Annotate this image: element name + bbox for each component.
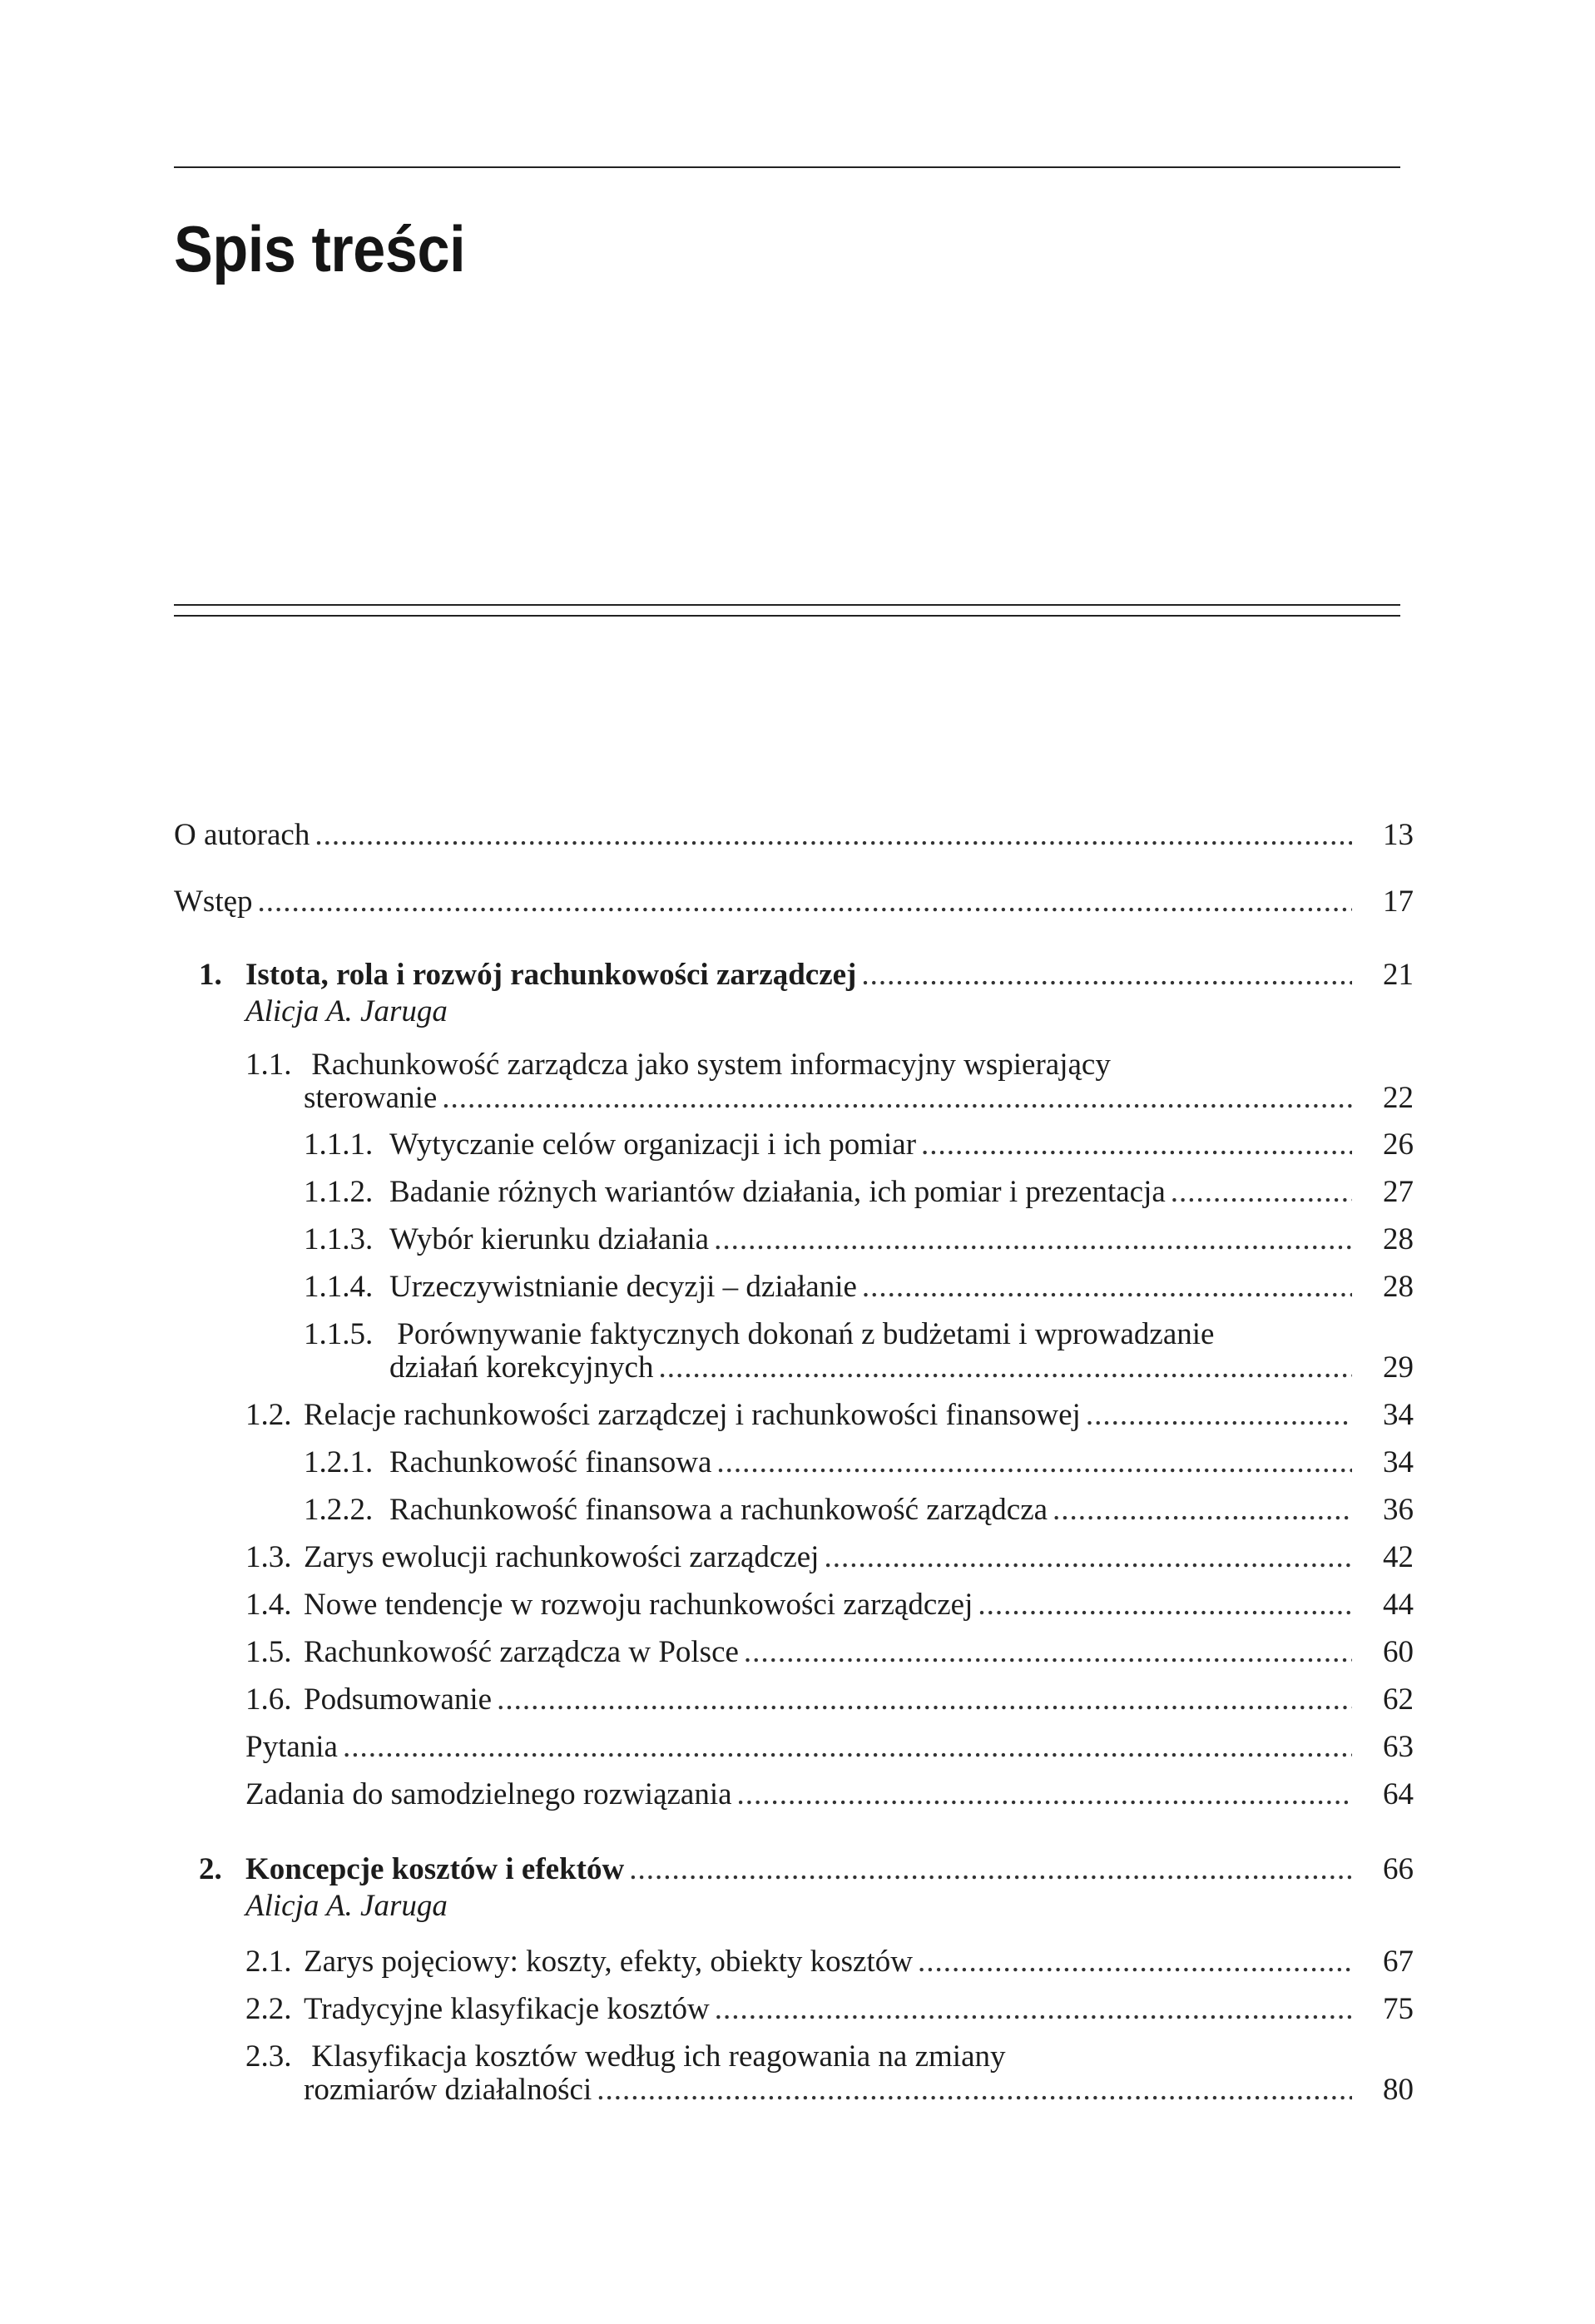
toc-label: sterowanie [304,1081,438,1115]
toc-page-number: 44 [1383,1588,1414,1622]
toc-page-number: 28 [1383,1222,1414,1256]
toc-number: 1. [199,958,222,992]
toc-page-number: 27 [1383,1175,1414,1209]
toc-label: Zarys ewolucji rachunkowości zarządczej [304,1540,820,1574]
page-title: Spis treści [174,212,466,285]
toc-number: 1.4. [245,1588,292,1622]
toc-number: 1.1.5. [304,1317,374,1351]
leader-dots [978,1585,1352,1625]
leader-dots [1053,1490,1352,1530]
toc-page-number: 29 [1383,1350,1414,1385]
toc-entry-1-1-5[interactable] [389,1348,1414,1388]
toc-entry-zadania[interactable] [245,1775,1414,1815]
toc-number: 1.6. [245,1682,292,1717]
toc-label: Zarys pojęciowy: koszty, efekty, obiekty kosztów [304,1945,913,1979]
leader-dots [442,1078,1352,1118]
leader-dots [497,1680,1352,1720]
leader-dots [1086,1395,1352,1435]
toc-label: O autorach [174,818,310,852]
leader-dots [824,1538,1352,1578]
toc-number: 1.2.1. [304,1445,374,1479]
toc-label: Koncepcje kosztów i efektów [245,1852,625,1886]
toc-label: Podsumowanie [304,1682,493,1717]
leader-dots [658,1348,1352,1388]
toc-page-number: 22 [1383,1081,1414,1115]
toc-entry-1-1-3[interactable] [304,1220,1414,1260]
double-rule-upper [174,604,1400,606]
toc-page-number: 42 [1383,1540,1414,1574]
leader-dots [258,882,1352,922]
toc-label: działań korekcyjnych [389,1350,654,1385]
toc-entry-1-4[interactable] [245,1585,1414,1625]
toc-page-number: 36 [1383,1493,1414,1527]
toc-label: Tradycyjne klasyfikacje kosztów [304,1992,710,2026]
toc-page-number: 60 [1383,1635,1414,1669]
toc-label: Rachunkowość zarządcza w Polsce [304,1635,739,1669]
toc-label: Wstęp [174,885,253,919]
toc-label: Nowe tendencje w rozwoju rachunkowości zarządczej [304,1588,973,1622]
toc-label-line1: Rachunkowość zarządcza jako system informacyjny wspierający [311,1048,1111,1082]
chapter-1-author: Alicja A. Jaruga [245,994,448,1028]
leader-dots [737,1775,1352,1815]
toc-label: Istota, rola i rozwój rachunkowości zarządczej [245,958,857,992]
toc-entry-1-3[interactable] [245,1538,1414,1578]
toc-label: Rachunkowość finansowa [389,1445,712,1479]
chapter-2-author: Alicja A. Jaruga [245,1889,448,1923]
toc-page-number: 26 [1383,1127,1414,1162]
toc-entry-2-2[interactable] [245,1990,1414,2029]
toc-page-number: 17 [1383,885,1414,919]
toc-entry-1-1-4[interactable] [304,1267,1414,1307]
toc-page-number: 34 [1383,1445,1414,1479]
toc-number: 1.1.1. [304,1127,374,1162]
leader-dots [921,1125,1352,1165]
toc-page-number: 75 [1383,1992,1414,2026]
toc-entry-1-1-1[interactable] [304,1125,1414,1165]
leader-dots [343,1727,1352,1767]
toc-page-number: 80 [1383,2073,1414,2107]
toc-page-number: 67 [1383,1945,1414,1979]
toc-label: rozmiarów działalności [304,2073,592,2107]
toc-entry-1-5[interactable] [245,1633,1414,1672]
toc-page-number: 66 [1383,1852,1414,1886]
toc-entry-pytania[interactable] [245,1727,1414,1767]
leader-dots [918,1942,1352,1982]
toc-page-number: 13 [1383,818,1414,852]
toc-number: 1.1.2. [304,1175,374,1209]
double-rule-lower [174,615,1400,617]
toc-entry-chapter-1[interactable] [199,955,1414,995]
leader-dots [744,1633,1352,1672]
toc-label: Relacje rachunkowości zarządczej i rachunkowości finansowej [304,1398,1081,1432]
leader-dots [629,1850,1352,1890]
leader-dots [716,1443,1352,1483]
leader-dots [861,955,1352,995]
toc-page-number: 63 [1383,1730,1414,1764]
toc-label-line1: Klasyfikacja kosztów według ich reagowania na zmiany [311,2039,1006,2074]
toc-entry-o-autorach[interactable] [174,815,1414,855]
leader-dots [715,1990,1352,2029]
toc-number: 1.2. [245,1398,292,1432]
toc-number: 1.1.4. [304,1270,374,1304]
toc-entry-1-1-2[interactable] [304,1172,1414,1212]
leader-dots [315,815,1352,855]
toc-number: 1.1.3. [304,1222,374,1256]
toc-entry-1-6[interactable] [245,1680,1414,1720]
toc-number: 1.1. [245,1048,292,1082]
toc-page-number: 64 [1383,1777,1414,1811]
leader-dots [714,1220,1352,1260]
toc-entry-chapter-2[interactable] [199,1850,1414,1890]
toc-page-number: 62 [1383,1682,1414,1717]
toc-entry-2-1[interactable] [245,1942,1414,1982]
toc-label-line1: Porównywanie faktycznych dokonań z budżetami i wprowadzanie [397,1317,1215,1351]
toc-label: Badanie różnych wariantów działania, ich pomiar i prezentacja [389,1175,1166,1209]
leader-dots [597,2070,1352,2110]
toc-entry-2-3[interactable] [304,2070,1414,2110]
top-rule [174,166,1400,168]
toc-page-number: 34 [1383,1398,1414,1432]
toc-label: Zadania do samodzielnego rozwiązania [245,1777,732,1811]
toc-entry-wstep[interactable] [174,882,1414,922]
toc-label: Wytyczanie celów organizacji i ich pomiar [389,1127,917,1162]
toc-entry-1-2-1[interactable] [304,1443,1414,1483]
toc-page-number: 28 [1383,1270,1414,1304]
toc-label: Pytania [245,1730,338,1764]
toc-number: 1.3. [245,1540,292,1574]
toc-label: Rachunkowość finansowa a rachunkowość zarządcza [389,1493,1048,1527]
toc-number: 1.5. [245,1635,292,1669]
leader-dots [862,1267,1352,1307]
toc-number: 2.2. [245,1992,292,2026]
toc-number: 2.3. [245,2039,292,2074]
toc-number: 2. [199,1852,222,1886]
toc-number: 1.2.2. [304,1493,374,1527]
toc-entry-1-2-2[interactable] [304,1490,1414,1530]
toc-number: 2.1. [245,1945,292,1979]
leader-dots [1171,1172,1352,1212]
toc-label: Wybór kierunku działania [389,1222,710,1256]
toc-label: Urzeczywistnianie decyzji – działanie [389,1270,857,1304]
toc-page-number: 21 [1383,958,1414,992]
toc-entry-1-2[interactable] [245,1395,1414,1435]
toc-entry-1-1[interactable] [304,1078,1414,1118]
